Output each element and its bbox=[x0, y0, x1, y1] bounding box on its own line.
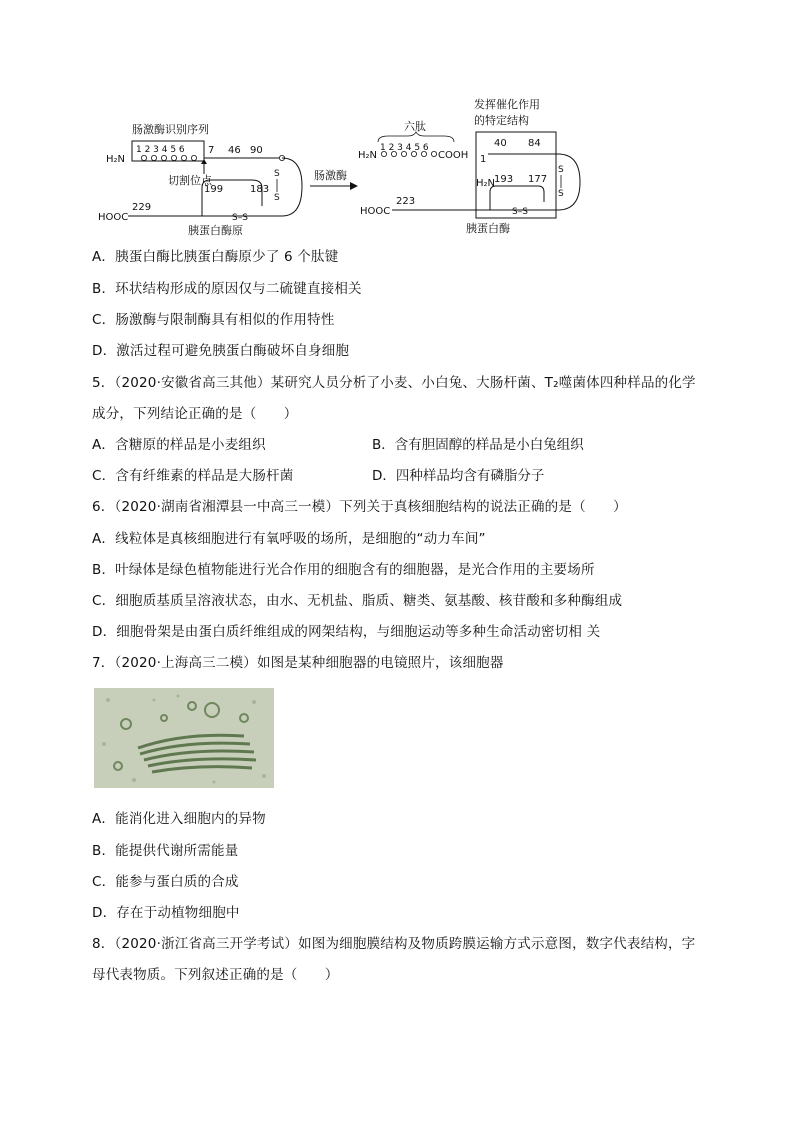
label-223: 223 bbox=[396, 196, 416, 207]
q6-option-b: B．叶绿体是绿色植物能进行光合作用的细胞含有的细胞器，是光合作用的主要场所 bbox=[92, 562, 595, 578]
seq-mid: 1 2 3 4 5 6 bbox=[380, 143, 429, 153]
micrograph-image bbox=[94, 688, 274, 788]
label-1: 1 bbox=[480, 154, 487, 165]
q5-stem-1: 5．（2020·安徽省高三其他）某研究人员分析了小麦、小白兔、大肠杆菌、T₂噬菌体四种样品的化学 bbox=[92, 375, 696, 391]
activation-arrow-head bbox=[350, 182, 358, 190]
catalytic-structure-label-2: 的特定结构 bbox=[474, 114, 529, 127]
q6-option-a: A．线粒体是真核细胞进行有氧呼吸的场所，是细胞的“动力车间” bbox=[92, 531, 486, 547]
s-dash-s-right: S–S bbox=[512, 207, 528, 217]
enteropeptidase-label: 肠激酶 bbox=[314, 169, 347, 182]
h2n-left: H₂N bbox=[106, 154, 126, 165]
hooc-right: HOOC bbox=[360, 206, 391, 217]
h2n-right: H₂N bbox=[476, 178, 496, 189]
recognition-sequence-label: 肠激酶识别序列 bbox=[132, 123, 209, 136]
cut-site-label: 切割位点 bbox=[168, 174, 212, 187]
catalytic-structure-label-1: 发挥催化作用 bbox=[474, 98, 540, 111]
q5-option-b: B．含有胆固醇的样品是小白兔组织 bbox=[372, 437, 584, 453]
h2n-mid: H₂N bbox=[358, 150, 378, 161]
hexapeptide-brace bbox=[378, 132, 454, 142]
label-90: 90 bbox=[250, 145, 263, 156]
cooh-label: COOH bbox=[438, 150, 469, 161]
seq-left-beads bbox=[141, 155, 196, 160]
q7-option-a: A．能消化进入细胞内的异物 bbox=[92, 811, 266, 827]
label-40: 40 bbox=[494, 138, 507, 149]
label-177: 177 bbox=[528, 174, 548, 185]
q7-option-d: D．存在于动植物细胞中 bbox=[92, 905, 240, 921]
seq-left: 1 2 3 4 5 6 bbox=[136, 145, 185, 155]
q4-option-b: B．环状结构形成的原因仅与二硫键直接相关 bbox=[92, 281, 362, 297]
q5-option-c: C．含有纤维素的样品是大肠杆菌 bbox=[92, 468, 294, 484]
label-229: 229 bbox=[132, 202, 152, 213]
q7-option-b: B．能提供代谢所需能量 bbox=[92, 843, 239, 859]
label-193: 193 bbox=[494, 174, 514, 185]
q6-stem: 6．（2020·湖南省湘潭县一中高三一模）下列关于真核细胞结构的说法正确的是（ ） bbox=[92, 499, 627, 515]
hooc-left: HOOC bbox=[98, 212, 129, 223]
q8-stem-1: 8．（2020·浙江省高三开学考试）如图为细胞膜结构及物质跨膜运输方式示意图，数字代表结构，字 bbox=[92, 936, 696, 952]
ss-left-2: S bbox=[274, 193, 280, 203]
trypsinogen-activation-diagram bbox=[92, 96, 612, 236]
label-183: 183 bbox=[250, 184, 270, 195]
q5-option-d: D．四种样品均含有磷脂分子 bbox=[372, 468, 545, 484]
q8-stem-2: 母代表物质。下列叙述正确的是（ ） bbox=[92, 967, 339, 983]
q6-option-d: D．细胞骨架是由蛋白质纤维组成的网架结构，与细胞运动等多种生命活动密切相 关 bbox=[92, 624, 601, 640]
q4-option-c: C．肠激酶与限制酶具有相似的作用特性 bbox=[92, 312, 335, 328]
q5-option-a: A．含糖原的样品是小麦组织 bbox=[92, 437, 266, 453]
ss-right-2: S bbox=[558, 189, 564, 199]
proenzyme-name: 胰蛋白酶原 bbox=[188, 224, 243, 236]
label-84: 84 bbox=[528, 138, 541, 149]
label-7: 7 bbox=[208, 145, 215, 156]
hexapeptide-label: 六肽 bbox=[404, 120, 426, 133]
q5-stem-2: 成分，下列结论正确的是（ ） bbox=[92, 406, 298, 422]
ss-right-1: S bbox=[558, 165, 564, 175]
s-dash-s-left: S–S bbox=[232, 213, 248, 223]
label-46: 46 bbox=[228, 145, 241, 156]
q4-option-a: A．胰蛋白酶比胰蛋白酶原少了 6 个肽键 bbox=[92, 249, 339, 265]
enzyme-name: 胰蛋白酶 bbox=[466, 222, 510, 235]
golgi-micrograph bbox=[94, 688, 274, 788]
label-199: 199 bbox=[204, 184, 224, 195]
q7-option-c: C．能参与蛋白质的合成 bbox=[92, 874, 239, 890]
q7-stem: 7．（2020·上海高三二模）如图是某种细胞器的电镜照片，该细胞器 bbox=[92, 655, 504, 671]
loop-left bbox=[282, 158, 302, 216]
q6-option-c: C．细胞质基质呈溶液状态，由水、无机盐、脂质、糖类、氨基酸、核苷酸和多种酶组成 bbox=[92, 593, 623, 609]
q4-option-d: D．激活过程可避免胰蛋白酶破坏自身细胞 bbox=[92, 343, 350, 359]
ss-left-1: S bbox=[274, 169, 280, 179]
